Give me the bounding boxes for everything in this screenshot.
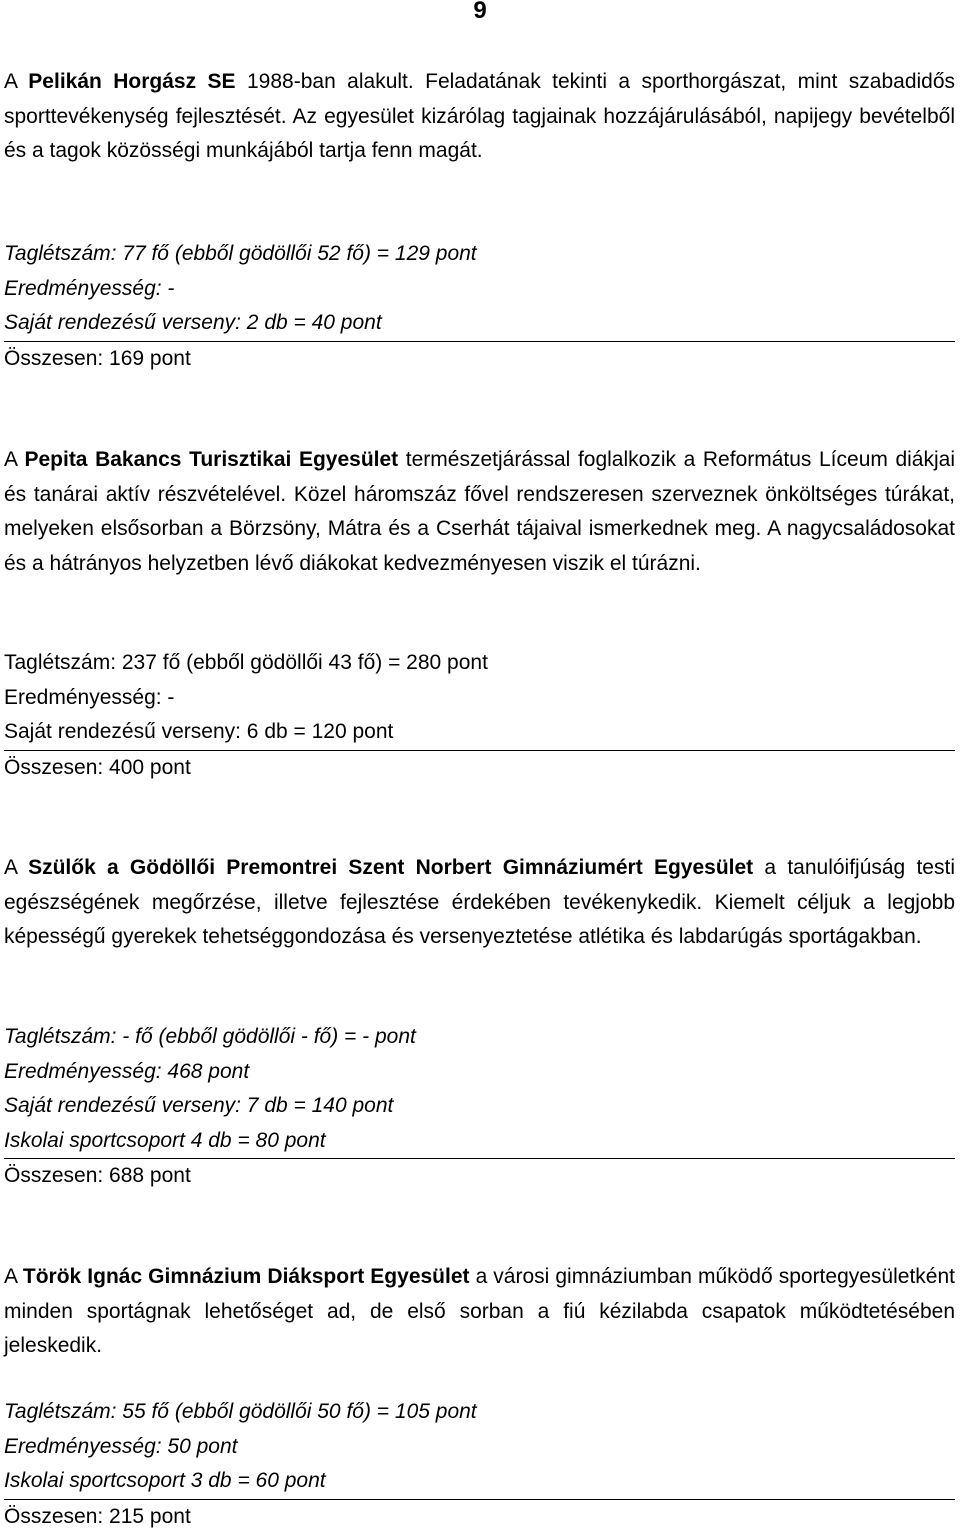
section-intro <box>4 1260 955 1364</box>
section-torok <box>4 1260 955 1364</box>
club-name: Szülők a Gödöllői Premontrei Szent Norbert Gimnáziumért Egyesület <box>28 856 753 879</box>
stats-pepita <box>4 646 955 785</box>
section-intro <box>4 65 955 169</box>
total-line: Összesen: 169 pont <box>4 341 955 377</box>
stat-line: Saját rendezésű verseny: 2 db = 40 pont <box>4 306 955 341</box>
stat-line: Eredményesség: - <box>4 681 955 716</box>
page-number: 9 <box>0 0 960 26</box>
club-name: Török Ignác Gimnázium Diáksport Egyesület <box>23 1265 470 1288</box>
stat-line: Eredményesség: - <box>4 272 955 307</box>
stat-line: Iskolai sportcsoport 3 db = 60 pont <box>4 1464 955 1499</box>
stat-line: Taglétszám: 237 fő (ebből gödöllői 43 fő) = 280 pont <box>4 646 955 681</box>
section-pelikan <box>4 65 955 169</box>
section-szulok <box>4 851 955 955</box>
stat-line: Eredményesség: 50 pont <box>4 1430 955 1465</box>
stat-line: Iskolai sportcsoport 4 db = 80 pont <box>4 1124 955 1159</box>
intro-text: a tanulóifjúság testi egészségének megőrzése, illetve fejlesztése érdekében tevékenykedik. Kiemelt céljuk a legjobb képességű gyerekek tehetséggondozása és versenyeztetése atlétika és labdarúgás sportágakban. <box>4 856 955 948</box>
stat-line: Taglétszám: - fő (ebből gödöllői - fő) = - pont <box>4 1020 955 1055</box>
section-intro <box>4 851 955 955</box>
stats-szulok <box>4 1020 955 1194</box>
stat-line: Saját rendezésű verseny: 7 db = 140 pont <box>4 1089 955 1124</box>
intro-text: 1988-ban alakult. Feladatának tekinti a sporthorgászat, mint szabadidős sporttevékenység fejlesztését. Az egyesület kizárólag tagjainak hozzájárulásából, napijegy bevételből és a tagok közösségi munkájából tartja fenn magát. <box>4 70 955 162</box>
intro-text: természetjárással foglalkozik a Református Líceum diákjai és tanárai aktív részvételével. Közel háromszáz fővel rendszeresen szerveznek önköltséges túrákat, melyeken elsősorban a Börzsöny, Mátra és a Cserhát tájaival ismerkednek meg. A nagycsaládosokat és a hátrányos helyzetben lévő diákokat kedvezményesen viszik el túrázni. <box>4 448 955 575</box>
total-line: Összesen: 400 pont <box>4 750 955 786</box>
section-intro <box>4 443 955 581</box>
stats-pelikan <box>4 237 955 376</box>
club-name: Pelikán Horgász SE <box>28 70 235 93</box>
total-line: Összesen: 688 pont <box>4 1158 955 1194</box>
intro-article: A <box>4 856 17 879</box>
stats-torok <box>4 1395 955 1534</box>
stat-line: Saját rendezésű verseny: 6 db = 120 pont <box>4 715 955 750</box>
club-name: Pepita Bakancs Turisztikai Egyesület <box>24 448 398 471</box>
stat-line: Eredményesség: 468 pont <box>4 1055 955 1090</box>
total-line: Összesen: 215 pont <box>4 1499 955 1534</box>
intro-text: a városi gimnáziumban működő sportegyesületként minden sportágnak lehetőséget ad, de első sorban a fiú kézilabda csapatok működtetésében jeleskedik. <box>4 1265 955 1357</box>
stat-line: Taglétszám: 77 fő (ebből gödöllői 52 fő) = 129 pont <box>4 237 955 272</box>
stat-line: Taglétszám: 55 fő (ebből gödöllői 50 fő) = 105 pont <box>4 1395 955 1430</box>
intro-article: A <box>4 1265 17 1288</box>
intro-article: A <box>4 448 17 471</box>
section-pepita <box>4 443 955 581</box>
intro-article: A <box>4 70 17 93</box>
